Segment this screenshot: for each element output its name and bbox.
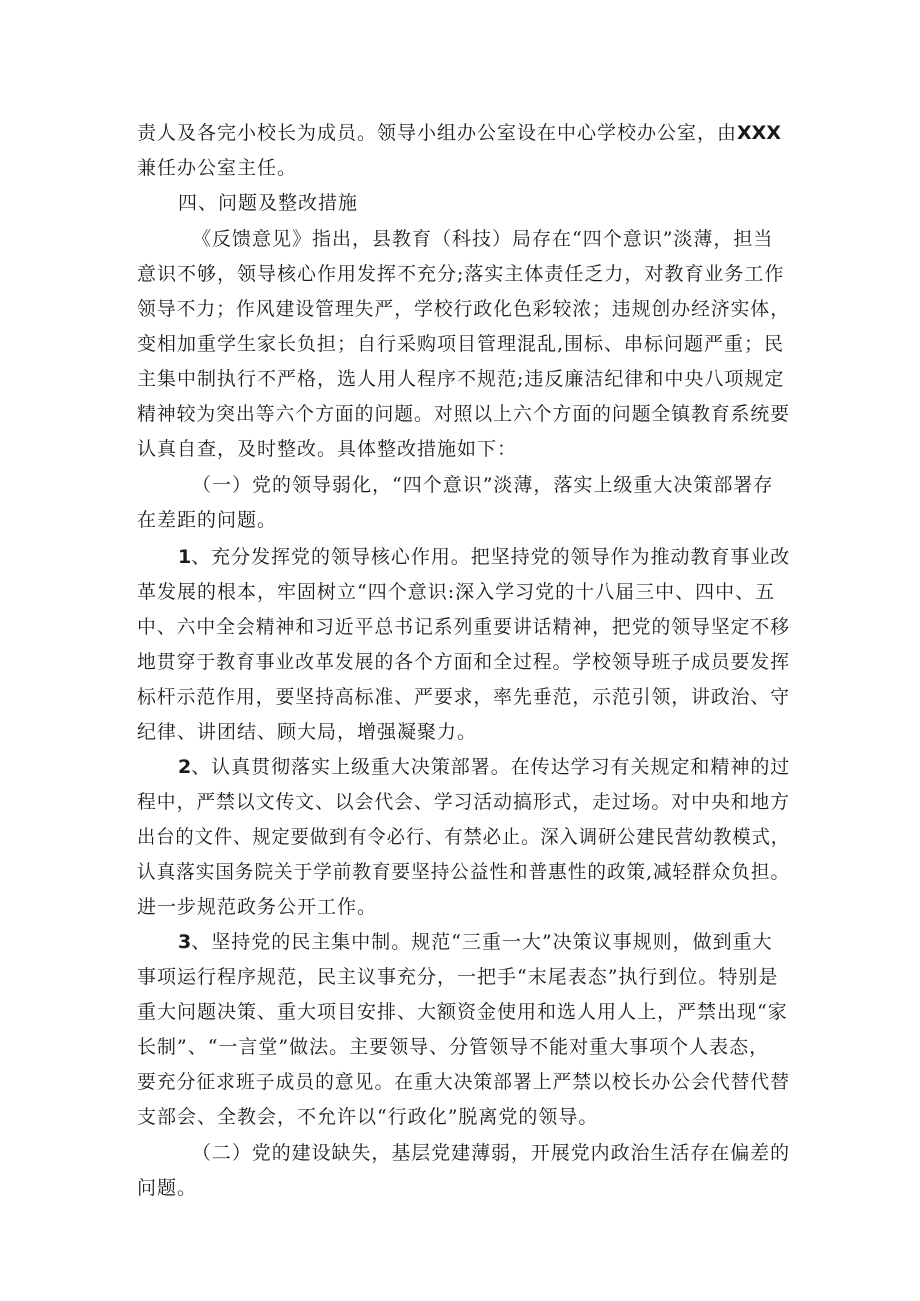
subsection-1-heading: （一）党的领导弱化，“四个意识”淡薄，落实上级重大决策部署存: [192, 474, 774, 496]
item-1-line: 标杆示范作用，要坚持高标准、严要求，率先垂范，示范引领，讲政治、守: [137, 686, 791, 708]
item-3-line: 事项运行程序规范，民主议事充分，一把手“末尾表态”执行到位。特别是: [137, 966, 779, 988]
item-3-number: 3: [178, 931, 192, 953]
item-1-line: 革发展的根本，牢固树立“四个意识:深入学习党的十八届三中、四中、五: [137, 581, 776, 603]
intro-text: 责人及各完小校长为成员。领导小组办公室设在中心学校办公室，由: [137, 122, 738, 144]
subsection-1-heading: 在差距的问题。: [137, 509, 278, 531]
item-3-line: 长制”、“一言堂”做法。主要领导、分管领导不能对重大事项个人表态，: [137, 1036, 770, 1058]
subsection-2-heading: 问题。: [137, 1177, 198, 1199]
item-3-line: [178, 927, 773, 954]
item-3-line: 支部会、全教会，不允许以“行政化”脱离党的领导。: [137, 1106, 599, 1128]
intro-name: XXX: [737, 122, 781, 144]
item-2-line: 进一步规范政务公开工作。: [137, 896, 378, 918]
subsection-2-heading: （二）党的建设缺失，基层党建薄弱，开展党内政治生活存在偏差的: [192, 1142, 791, 1164]
feedback-line: 精神较为突出等六个方面的问题。对照以上六个方面的问题全镇教育系统要: [137, 403, 791, 425]
item-1-text: 、充分发挥党的领导核心作用。把坚持党的领导作为推动教育事业改: [191, 546, 791, 568]
item-1-line: 地贯穿于教育事业改革发展的各个方面和全过程。学校领导班子成员要发挥: [137, 651, 791, 673]
feedback-line: 意识不够，领导核心作用发挥不充分;落实主体责任乏力，对教育业务工作: [137, 263, 785, 285]
item-2-line: [178, 752, 790, 779]
item-3-line: 重大问题决策、重大项目安排、大额资金使用和选人用人上，严禁出现“家: [137, 1001, 788, 1023]
section-heading: 四、问题及整改措施: [178, 192, 359, 214]
feedback-line: 领导不力；作风建设管理失严，学校行政化色彩较浓；违规创办经济实体，: [137, 298, 791, 320]
item-1-number: 1: [178, 546, 192, 568]
item-1-line: 中、六中全会精神和习近平总书记系列重要讲话精神，把党的领导坚定不移: [137, 616, 791, 638]
item-1-line: 纪律、讲团结、顾大局，增强凝聚力。: [137, 721, 478, 743]
item-2-line: 程中，严禁以文传文、以会代会、学习活动搞形式，走过场。对中央和地方: [137, 791, 791, 813]
intro-paragraph-line-1: [137, 118, 781, 145]
feedback-line: 变相加重学生家长负担；自行采购项目管理混乱,围标、串标问题严重；民: [137, 333, 785, 355]
item-2-line: 认真落实国务院关于学前教育要坚持公益性和普惠性的政策,减轻群众负担。: [137, 861, 791, 883]
item-3-line: 要充分征求班子成员的意见。在重大决策部署上严禁以校长办公会代替代替: [137, 1071, 791, 1093]
feedback-line: 认真自查，及时整改。具体整改措施如下：: [137, 438, 518, 460]
intro-paragraph-line-2: 兼任办公室主任。: [137, 157, 298, 179]
feedback-line: 主集中制执行不严格，选人用人程序不规范;违反廉洁纪律和中央八项规定: [137, 368, 785, 390]
item-2-line: 出台的文件、规定要做到有令必行、有禁必止。深入调研公建民营幼教模式，: [137, 826, 791, 848]
item-1-line: [178, 542, 790, 569]
item-2-number: 2: [178, 756, 192, 778]
feedback-line: 《反馈意见》指出，县教育（科技）局存在“四个意识”淡薄，担当: [192, 228, 774, 250]
item-2-text: 、认真贯彻落实上级重大决策部署。在传达学习有关规定和精神的过: [191, 756, 791, 778]
item-3-text: 、坚持党的民主集中制。规范“三重一大”决策议事规则，做到重大: [191, 931, 773, 953]
